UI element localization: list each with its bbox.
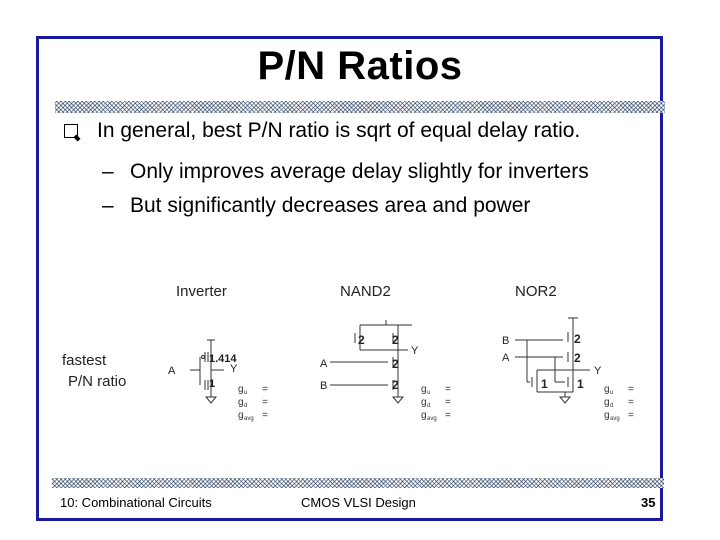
inverter-eq: = — [262, 384, 268, 395]
nor2-g-label: g — [604, 410, 610, 421]
inverter-title: Inverter — [176, 283, 227, 300]
bullet-main: In general, best P/N ratio is sqrt of equal delay ratio. — [97, 119, 581, 142]
sub-bullet-1: Only improves average delay slightly for inverters — [130, 160, 589, 183]
inverter-input-a: A — [168, 365, 176, 377]
inverter-g-sub: avg — [244, 416, 254, 422]
sub-bullet-dash-icon: – — [102, 160, 114, 183]
nand2-g-sub: avg — [427, 416, 437, 422]
nor2-g-sub: d — [610, 403, 614, 409]
nand2-input-b: B — [320, 380, 328, 392]
nand2-schematic — [320, 283, 419, 403]
nand2-g-sub: u — [427, 390, 431, 396]
inverter-p-size: 1.414 — [209, 353, 237, 365]
footer-center: CMOS VLSI Design — [301, 495, 416, 510]
nor2-n-right-size: 1 — [577, 377, 584, 391]
page-number: 35 — [641, 495, 656, 510]
nand2-g-label: g — [421, 384, 427, 395]
nor2-eq: = — [628, 397, 634, 408]
nor2-g-sub: avg — [610, 416, 620, 422]
inverter-g-label: g — [238, 410, 244, 421]
nand2-n-top-size: 2 — [392, 357, 399, 371]
nand2-input-a: A — [320, 358, 328, 370]
nor2-p-top-size: 2 — [574, 332, 581, 346]
nand2-title: NAND2 — [340, 283, 391, 300]
nor2-g-sub: u — [610, 390, 614, 396]
nor2-n-left-size: 1 — [541, 377, 548, 391]
inverter-eq: = — [262, 397, 268, 408]
sub-bullet-2: But significantly decreases area and power — [130, 194, 531, 217]
nand2-output-y: Y — [411, 345, 419, 357]
inverter-output-y: Y — [230, 363, 238, 375]
sub-bullet-dash-icon: – — [102, 194, 114, 217]
footer-divider — [52, 478, 664, 488]
inverter-g-label: g — [238, 384, 244, 395]
inverter-schematic — [168, 283, 238, 403]
row-label-line2: P/N ratio — [68, 373, 127, 390]
row-label-line1: fastest — [62, 352, 107, 369]
nor2-g-label: g — [604, 397, 610, 408]
nor2-g-label: g — [604, 384, 610, 395]
nand2-p-left-size: 2 — [358, 333, 365, 347]
nand2-eq: = — [445, 384, 451, 395]
inverter-n-size: 1 — [209, 378, 216, 390]
footer-course: 10: Combinational Circuits — [60, 495, 212, 510]
nor2-eq: = — [628, 384, 634, 395]
nor2-schematic — [502, 283, 602, 403]
nand2-g-label: g — [421, 397, 427, 408]
nand2-p-right-size: 2 — [392, 333, 399, 347]
inverter-eq: = — [262, 410, 268, 421]
inverter-g-label: g — [238, 397, 244, 408]
nor2-p-bottom-size: 2 — [574, 351, 581, 365]
slide-title: P/N Ratios — [257, 44, 463, 88]
nor2-input-a: A — [502, 352, 510, 364]
inverter-g-sub: d — [244, 403, 248, 409]
nor2-eq: = — [628, 410, 634, 421]
nor2-input-b: B — [502, 335, 510, 347]
nand2-g-label: g — [421, 410, 427, 421]
inverter-g-sub: u — [244, 390, 248, 396]
nor2-output-y: Y — [594, 365, 602, 377]
nand2-eq: = — [445, 410, 451, 421]
nand2-g-sub: d — [427, 403, 431, 409]
nand2-n-bottom-size: 2 — [392, 378, 399, 392]
nand2-eq: = — [445, 397, 451, 408]
nor2-title: NOR2 — [515, 283, 557, 300]
